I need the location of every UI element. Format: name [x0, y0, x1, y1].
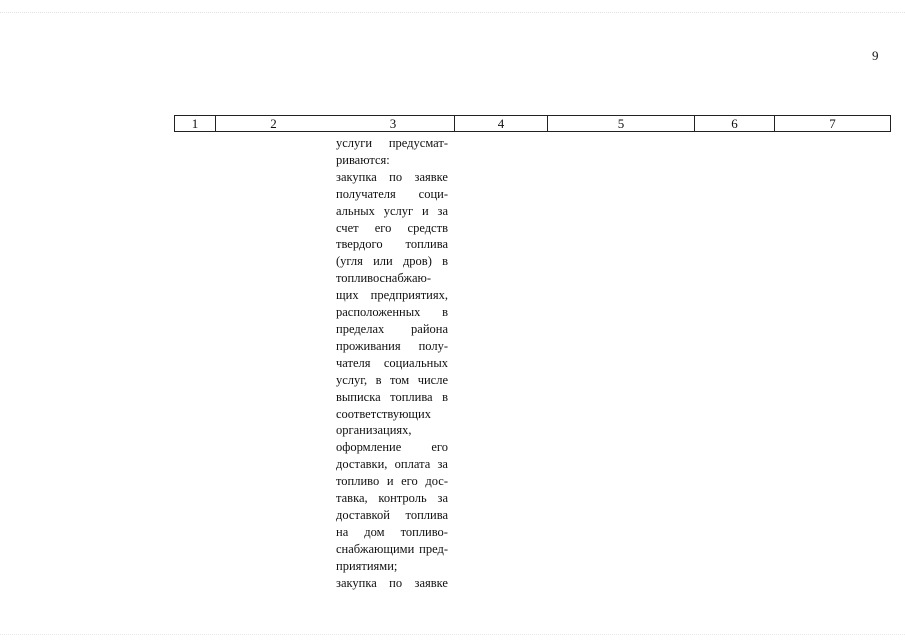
word: услуг [383, 203, 414, 218]
column-header-7: 7 [829, 115, 836, 131]
word: доставки, [336, 457, 388, 472]
text-line: топливоснабжаю- [336, 271, 432, 286]
word: дос- [425, 474, 448, 489]
word: закупка [336, 575, 377, 590]
text-line: соответствующих [336, 406, 431, 421]
word: топливо- [400, 524, 448, 539]
word: расположенных [336, 305, 421, 320]
word: социальных [383, 355, 448, 370]
column-header-6: 6 [695, 116, 775, 131]
word: средств [407, 220, 448, 235]
text-line [336, 439, 448, 456]
word: дом [364, 524, 385, 539]
word: тавка, [336, 491, 368, 506]
text-line [336, 169, 448, 186]
column-header-4: 4 [455, 116, 548, 131]
word: снабжающими [336, 541, 415, 556]
word: услуги [336, 136, 373, 150]
word: услуг, [336, 372, 368, 387]
word: доставкой [336, 507, 390, 522]
text-line [336, 524, 448, 541]
word: закупка [336, 169, 377, 184]
word: в [375, 372, 382, 387]
word: на [336, 524, 349, 539]
text-line [336, 186, 448, 203]
word: получателя [336, 186, 396, 201]
text-line: приятиями; [336, 558, 398, 573]
word: в [442, 254, 448, 269]
word: за [437, 457, 448, 472]
word: предусмат- [388, 136, 448, 150]
word: твердого [336, 237, 383, 252]
word: топливо [336, 474, 380, 489]
text-line [336, 287, 448, 304]
text-line [336, 507, 448, 524]
word: альных [336, 203, 375, 218]
word: заявке [414, 575, 448, 590]
table-header-row [174, 115, 891, 132]
text-line: риваются: [336, 152, 390, 167]
text-line [336, 321, 448, 338]
column-header-1: 1 [175, 116, 216, 131]
word: за [437, 203, 448, 218]
word: оформление [336, 440, 402, 455]
word: топлива [390, 389, 433, 404]
word: пределах [336, 321, 385, 336]
text-line [336, 135, 448, 152]
column-3-cell-text [336, 135, 448, 591]
text-line: организациях, [336, 423, 412, 438]
text-line [336, 456, 448, 473]
text-line [336, 236, 448, 253]
text-line [336, 372, 448, 389]
word: полу- [418, 338, 448, 353]
word: его [401, 474, 418, 489]
word: проживания [336, 338, 401, 353]
word: щих [336, 288, 359, 303]
word: заявке [414, 169, 448, 184]
column-header-5: 5 [548, 116, 695, 131]
scan-noise-top [0, 12, 905, 14]
word: выписка [336, 389, 381, 404]
text-line [336, 490, 448, 507]
word: за [437, 491, 448, 506]
word: топлива [405, 237, 448, 252]
word: соци- [418, 186, 448, 201]
word: в [442, 389, 448, 404]
word: по [389, 169, 403, 184]
text-line [336, 220, 448, 237]
text-line [336, 304, 448, 321]
text-line [336, 203, 448, 220]
text-line [336, 541, 448, 558]
word: чателя [336, 355, 371, 370]
text-line [336, 575, 448, 592]
column-header-2: 2 [270, 115, 277, 131]
word: (угля [336, 254, 363, 269]
word: топлива [405, 507, 448, 522]
word: района [411, 321, 448, 336]
text-line [336, 389, 448, 406]
word: его [431, 440, 448, 455]
scan-noise-bottom [0, 634, 905, 636]
word: том [389, 372, 410, 387]
text-line [336, 473, 448, 490]
page-number: 9 [872, 48, 879, 63]
word: в [442, 305, 448, 320]
word: и [386, 474, 394, 489]
text-line [336, 355, 448, 372]
text-line [336, 338, 448, 355]
word: пред- [419, 541, 448, 556]
word: или [373, 254, 393, 269]
word: предприятиях, [370, 288, 448, 303]
word: по [389, 575, 403, 590]
word: счет [336, 220, 359, 235]
word: контроль [378, 491, 427, 506]
word: числе [417, 372, 448, 387]
word: и [421, 203, 429, 218]
word: оплата [394, 457, 431, 472]
text-line [336, 253, 448, 270]
word: его [374, 220, 392, 235]
word: дров) [402, 254, 432, 269]
column-header-3: 3 [332, 116, 455, 131]
